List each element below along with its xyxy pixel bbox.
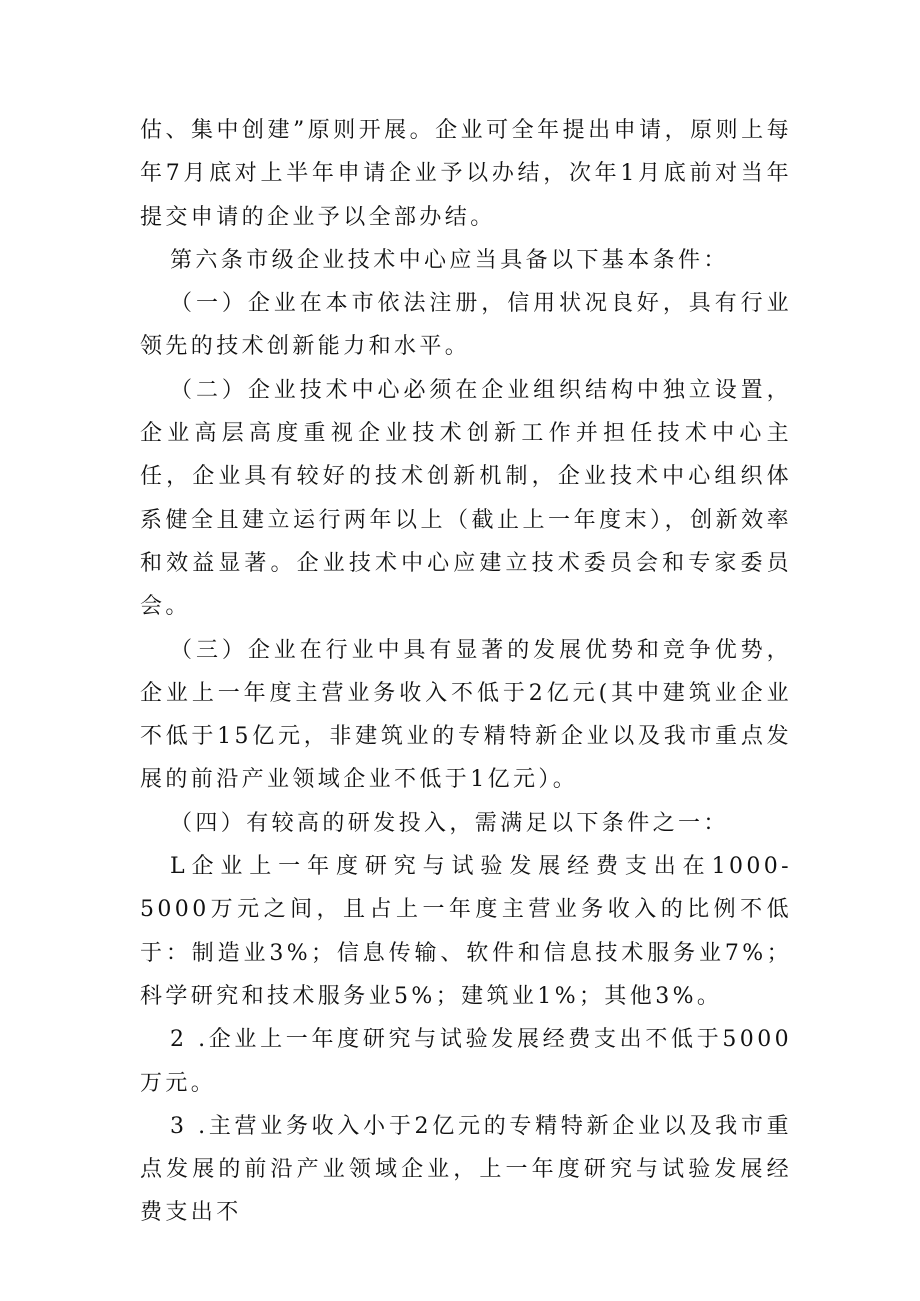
- paragraph-condition-one: （一）企业在本市依法注册，信用状况良好，具有行业领先的技术创新能力和水平。: [140, 291, 792, 360]
- paragraph-article-six-heading: 第六条市级企业技术中心应当具备以下基本条件：: [170, 247, 729, 273]
- paragraph-condition-three: （三）企业在行业中具有显著的发展优势和竞争优势，企业上一年度主营业务收入不低于2亿元(其中建筑业企业不低于15亿元，非建筑业的专精特新企业以及我市重点发展的前沿产业领域企业不低于1亿元）。: [140, 637, 792, 793]
- paragraph-condition-four: （四）有较高的研发投入，需满足以下条件之一：: [170, 810, 729, 836]
- paragraph-application-timeline: 估、集中创建”原则开展。企业可全年提出申请，原则上每年7月底对上半年申请企业予以办结，次年1月底前对当年提交申请的企业予以全部办结。: [140, 118, 792, 230]
- paragraph-rd-option-one: L企业上一年度研究与试验发展经费支出在1000-5000万元之间，且占上一年度主营业务收入的比例不低于：制造业3%；信息传输、软件和信息技术服务业7%；科学研究和技术服务业5%；建筑业1%；其他3%。: [140, 854, 792, 1009]
- document-body: [140, 109, 792, 1235]
- paragraph-rd-option-three: 3 .主营业务收入小于2亿元的专精特新企业以及我市重点发展的前沿产业领域企业，上一年度研究与试验发展经费支出不: [140, 1113, 792, 1226]
- paragraph-condition-two: （二）企业技术中心必须在企业组织结构中独立设置，企业高层高度重视企业技术创新工作并担任技术中心主任，企业具有较好的技术创新机制，企业技术中心组织体系健全且建立运行两年以上（截止上一年度末），创新效率和效益显著。企业技术中心应建立技术委员会和专家委员会。: [140, 377, 792, 620]
- paragraph-rd-option-two: 2 .企业上一年度研究与试验发展经费支出不低于5000万元。: [140, 1027, 792, 1096]
